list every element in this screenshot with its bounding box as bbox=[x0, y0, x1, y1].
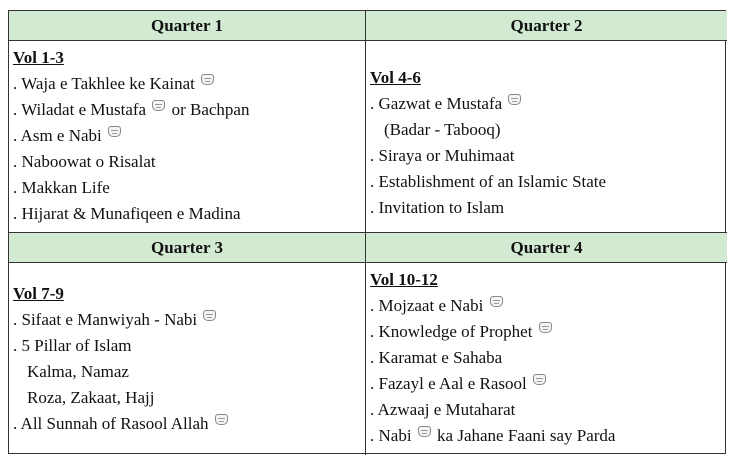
topic-text: . Naboowat o Risalat bbox=[13, 152, 156, 171]
salla-icon bbox=[201, 74, 214, 85]
topic-item bbox=[13, 97, 365, 123]
topic-text: . All Sunnah of Rasool Allah bbox=[13, 414, 209, 433]
topic-item bbox=[13, 123, 365, 149]
topic-text: . Mojzaat e Nabi bbox=[370, 296, 484, 315]
topic-text: . Gazwat e Mustafa bbox=[370, 94, 503, 113]
topic-item bbox=[13, 333, 365, 359]
quarter-4-header: Quarter 4 bbox=[366, 233, 727, 263]
quarter-3-header: Quarter 3 bbox=[9, 233, 366, 263]
salla-icon bbox=[203, 310, 216, 321]
topic-item bbox=[370, 423, 727, 449]
salla-icon bbox=[533, 374, 546, 385]
topic-text: . Siraya or Muhimaat bbox=[370, 146, 515, 165]
topic-item bbox=[13, 411, 365, 437]
topic-item bbox=[370, 293, 727, 319]
topic-text-suffix: or Bachpan bbox=[167, 100, 250, 119]
topic-text: . Azwaaj e Mutaharat bbox=[370, 400, 516, 419]
topic-list bbox=[370, 293, 727, 449]
salla-icon bbox=[152, 100, 165, 111]
topic-item bbox=[13, 71, 365, 97]
topic-item bbox=[370, 117, 727, 143]
topic-item bbox=[370, 319, 727, 345]
topic-list bbox=[13, 71, 365, 227]
topic-text: . Asm e Nabi bbox=[13, 126, 102, 145]
topic-text: Kalma, Namaz bbox=[27, 362, 129, 381]
salla-icon bbox=[539, 322, 552, 333]
vol-label: Vol 10-12 bbox=[370, 270, 438, 289]
curriculum-table bbox=[8, 10, 726, 454]
topic-item bbox=[13, 149, 365, 175]
salla-icon bbox=[508, 94, 521, 105]
salla-icon bbox=[418, 426, 431, 437]
vol-label: Vol 7-9 bbox=[13, 284, 64, 303]
topic-text: (Badar - Tabooq) bbox=[384, 120, 501, 139]
vol-label: Vol 4-6 bbox=[370, 68, 421, 87]
topic-item bbox=[13, 307, 365, 333]
topic-item bbox=[370, 345, 727, 371]
topic-list bbox=[13, 307, 365, 437]
topic-text: . Sifaat e Manwiyah - Nabi bbox=[13, 310, 198, 329]
topic-text: . Makkan Life bbox=[13, 178, 110, 197]
quarter-1-content bbox=[9, 41, 366, 233]
topic-text: . Fazayl e Aal e Rasool bbox=[370, 374, 527, 393]
topic-text: . Karamat e Sahaba bbox=[370, 348, 503, 367]
topic-text: . Waja e Takhlee ke Kainat bbox=[13, 74, 195, 93]
topic-item bbox=[13, 175, 365, 201]
topic-item bbox=[13, 385, 365, 411]
vol-label: Vol 1-3 bbox=[13, 48, 64, 67]
topic-item bbox=[370, 371, 727, 397]
topic-text-suffix: ka Jahane Faani say Parda bbox=[432, 426, 616, 445]
topic-item bbox=[370, 195, 727, 221]
topic-text: . Establishment of an Islamic State bbox=[370, 172, 607, 191]
salla-icon bbox=[490, 296, 503, 307]
quarter-2-content bbox=[366, 41, 727, 233]
topic-text: Roza, Zakaat, Hajj bbox=[27, 388, 155, 407]
topic-text: . Hijarat & Munafiqeen e Madina bbox=[13, 204, 241, 223]
topic-item bbox=[370, 143, 727, 169]
topic-list bbox=[370, 91, 727, 221]
topic-text: . 5 Pillar of Islam bbox=[13, 336, 132, 355]
quarter-3-content bbox=[9, 263, 366, 455]
topic-item bbox=[13, 201, 365, 227]
quarter-2-header: Quarter 2 bbox=[366, 11, 727, 41]
topic-text: . Nabi bbox=[370, 426, 412, 445]
topic-item bbox=[370, 91, 727, 117]
topic-item bbox=[370, 397, 727, 423]
salla-icon bbox=[108, 126, 121, 137]
topic-text: . Knowledge of Prophet bbox=[370, 322, 533, 341]
quarter-1-header: Quarter 1 bbox=[9, 11, 366, 41]
topic-item bbox=[13, 359, 365, 385]
topic-text: . Invitation to Islam bbox=[370, 198, 505, 217]
topic-item bbox=[370, 169, 727, 195]
quarter-4-content bbox=[366, 263, 727, 455]
salla-icon bbox=[215, 414, 228, 425]
topic-text: . Wiladat e Mustafa bbox=[13, 100, 147, 119]
